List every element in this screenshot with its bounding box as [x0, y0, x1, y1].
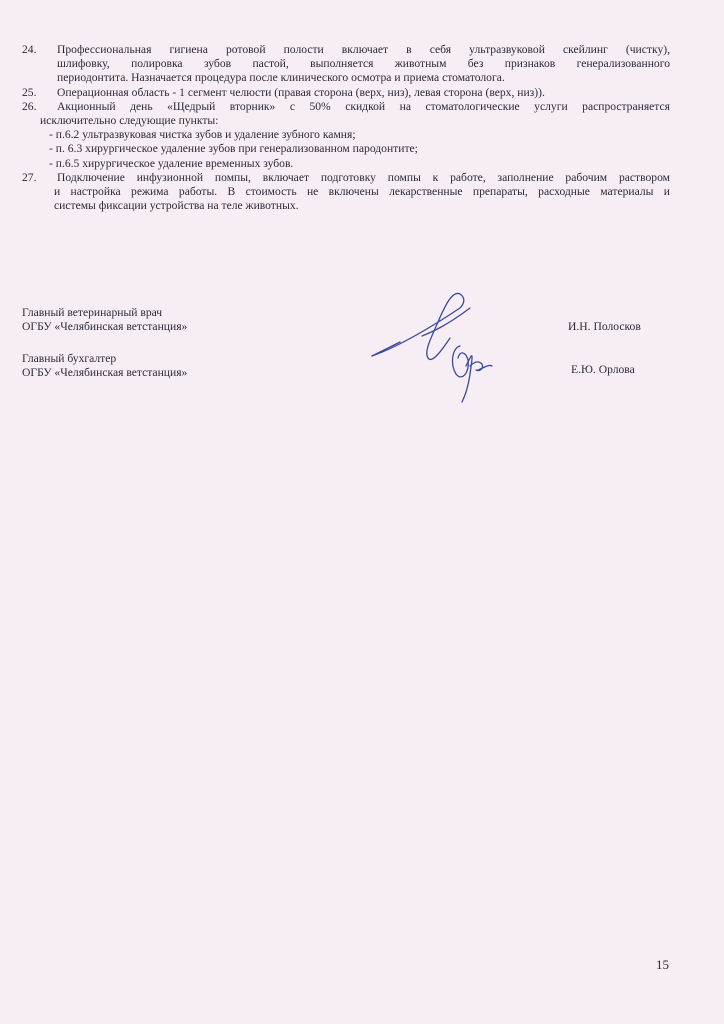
note-item-26 [22, 100, 670, 114]
note-number: 24. [22, 43, 37, 56]
note-line: Операционная область - 1 сегмент челюсти (правая сторона (верх, низ), левая сторона (верх, низ)). [57, 85, 545, 99]
note-item-25 [22, 86, 670, 100]
note-number: 25. [22, 85, 37, 99]
note-line: Акционный день «Щедрый вторник» с 50% скидкой на стоматологические услуги распространяется [57, 99, 670, 113]
sub-item: - п.6.5 хирургическое удаление временных зубов. [49, 156, 294, 170]
note-line: периодонтита. Назначается процедура после клинического осмотра и приема стоматолога. [57, 71, 505, 85]
sub-item: - п. 6.3 хирургическое удаление зубов при генерализованном пародонтите; [49, 142, 418, 156]
note-line: Подключение инфузионной помпы, включает подготовку помпы к работе, заполнение рабочим раствором [57, 170, 670, 184]
note-line: системы фиксации устройства на теле животных. [54, 199, 299, 213]
page-number: 15 [656, 957, 669, 972]
note-line: шлифовку, полировка зубов пастой, выполняется животным без признаков генерализованного [57, 57, 670, 71]
note-line: Профессиональная гигиена ротовой полости включает в себя ультразвуковой скейлинг (чистку), [57, 43, 670, 56]
note-number: 26. [22, 99, 37, 113]
sub-item: - п.6.2 ультразвуковая чистка зубов и удаление зубного камня; [49, 128, 356, 142]
notes-list [22, 43, 670, 213]
accountant-title: Главный бухгалтер [22, 352, 117, 365]
vet-org: ОГБУ «Челябинская ветстанция» [22, 320, 188, 333]
handwritten-signature [360, 278, 510, 408]
note-item-24 [22, 43, 670, 86]
vet-name: И.Н. Полосков [568, 320, 641, 333]
note-continuation: исключительно следующие пункты: [40, 114, 219, 128]
note-line: и настройка режима работы. В стоимость не включены лекарственные препараты, расходные материалы и [54, 185, 670, 199]
note-number: 27. [22, 170, 37, 184]
vet-title: Главный ветеринарный врач [22, 306, 163, 319]
accountant-org: ОГБУ «Челябинская ветстанция» [22, 366, 188, 379]
accountant-name: Е.Ю. Орлова [571, 363, 635, 376]
note-item-27 [22, 171, 670, 185]
